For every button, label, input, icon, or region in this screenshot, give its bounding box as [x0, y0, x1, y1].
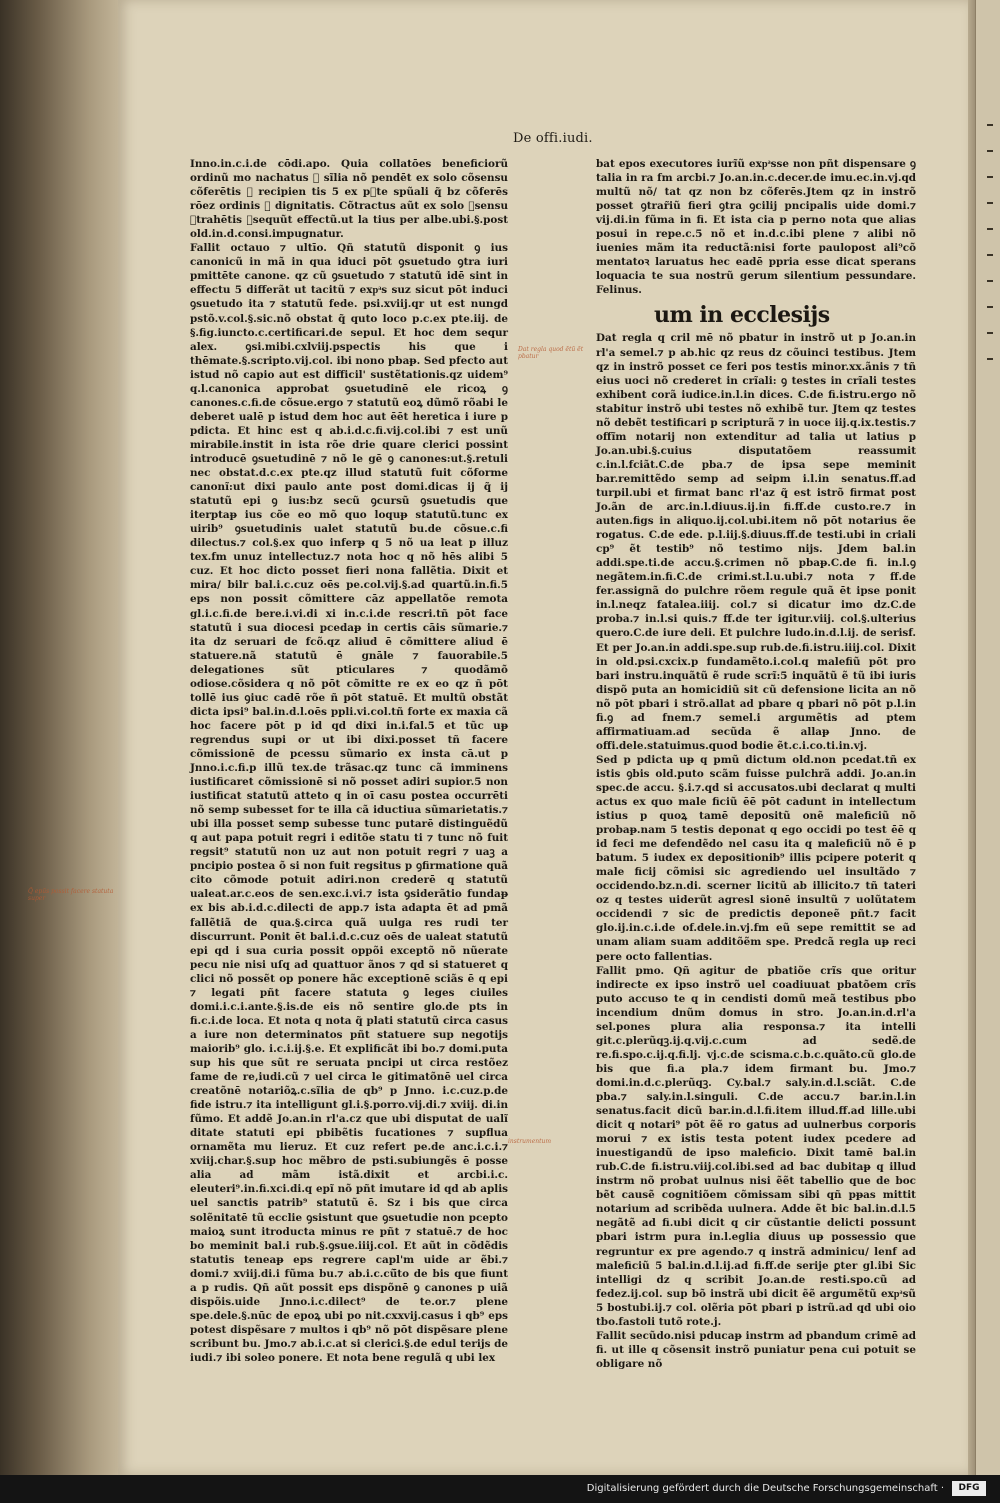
running-header: De offi.iudi. [513, 131, 593, 146]
right-paragraph-2: Dat regla q cril mē nõ pbatur in instrõ ut p Jo.an.in rl'a semel.⁊ p ab.hic qz reus dz cõuinci testibus. Jtem qz in instrõ posset ce feri pos testis minor.xx.ãnis ⁊ tñ eius uoci nõ crederet in crĩali: ꝯ testes in crĩali testes exhibent corã iudice.in.l.in dices. C.de fi.istru.ergo nõ stabitur instrõ ubi testes nõ exhibẽ tur. Jtem qz testes nõ debẽt testificari p scripturã ⁊ in uoce iij.q.ix.testis.⁊ offĩm notarij non extenditur ad talia ut latius p Jo.an.ubi.§.cuius disputatõem reassumit c.in.l.fciãt.C.de pba.⁊ de ipsa sepe meminit bar.remittẽdo semp ad seipm i.l.in senatus.ff.ad turpil.ubi et firmat banc rl'az q̃ est istrõ firmat post Jo.ãn de arc.in.l.diuus.ij.in fi.ff.de custo.re.⁊ in auten.figs in aliquo.ij.col.ubi.item nõ pōt notarius ẽe rogatus. C.de ede. p.l.iij.§.diuus.ff.de testi.ubi in criali cp⁹ ẽt testib⁹ nõ testimo nijs. Jdem bal.in addi.spe.ti.de accu.§.crimen nõ pbaᵽ.C.de fi. in.l.ꝯ negãtem.in.fi.C.de crimi.st.l.u.ubi.⁊ nota ⁊ ff.de fer.assignã do pulchre rõem regule quã ēt ipse ponit in.l.neqz fatalea.iiij. col.⁊ si dicatur imo dz.C.de proba.⁊ in.l.si quis.⁊ ff.de ter igitur.viij. col.§.ulterius quero.C.de iure deli. Et pulchre ludo.in.d.l.ij. de serisf. Et per Jo.an.in addi.spe.sup rub.de.fi.istru.iiij.col. Dixit in old.psi.cxcix.p fundamẽto.i.col.q malefiũ pōt pro bari instru.inquãtũ ẽ rude scrĩ:5 inquãtũ ẽ tũ ibi iuris dispõ puta an homicidiũ sit cũ defensione licita an nõ nõ pōt pbari i strõ.allat ad pbare q pbari nõ pōt p.l.in fi.ꝯ ad fnem.⁊ semel.i argumẽtis ad ptem affirmatiuam.ad secũda ẽ allaᵽ Jnno. de offi.dele.statuimus.quod bodie ẽt.c.i.co.ti.in.vj. [596, 332, 916, 752]
margin-note-left: Q̃ epũs possit facere statuta super [28, 888, 114, 902]
right-paragraph-1: bat epos executores iurĩũ expͣsse non pñt dispensare ꝯ talia in ra fm arcbi.⁊ Jo.an.in.c.decer.de imu.ec.in.vj.qd multũ nõ/ tat qz non bz cõferēs.Jtem qz in instrõ posset ꝯtrar̃iũ fieri ꝯtra ꝯcilij pncipalis uide domi.⁊ vij.di.in fũma in fi. Et ista cia p perno nota que alias posui in repe.c.5 nõ et in.d.c.ibi plene ⁊ alibi nõ iuenies mãm ita reductã:nisi forte paulopost ali⁹cõ mentatoꝛ laruatus hec eadē ppria esse dicat sperans loquacia te sua nostrũ gerum silentium pessundare. Felinus. [596, 158, 916, 297]
footer-bar [0, 1475, 1000, 1503]
facing-page-text-edge [983, 100, 997, 1100]
right-column [596, 157, 916, 1371]
margin-note-middle-bottom: instrumentum [508, 1138, 552, 1145]
right-paragraph-5: Fallit secũdo.nisi pducaᵽ instrm ad pbandum crimē ad fi. ut ille q cõsensit instrõ puniatur pena cui potuit se obligare nõ [596, 1329, 916, 1370]
margin-note-middle: Dat regla quod ẽtũ ẽt pbatur [518, 346, 584, 360]
dfg-credit-text: Digitalisierung gefördert durch die Deutsche Forschungsgemeinschaft · [586, 1483, 944, 1494]
right-paragraph-3: Sed p pdicta uᵽ q pmũ dictum old.non pcedat.tñ ex istis ꝯbis old.puto scãm fuisse pulchrã addi. Jo.an.in spec.de accu. §.i.⁊.qd si accusatos.ubi declarat q multi actus ex quo male ficiũ ēē pōt cadunt in intellectum istius p quoꝝ tamē depositũ onẽ maleficiũ nõ probaᵽ.nam 5 testis deponat q ego occidi po test ēē q id feci me defendẽdo nel casu ita q maleficiũ nõ ē p batum. 5 iudex ex depositionib⁹ illis pcipere poterit q male ficij cõmisi sic agrediendo uel insultãdo ⁊ occidendo.bz.n.di. scerner licitũ ab illicito.⁊ tñ tateri oz q testes uiderũt agresl sionē insultũ ⁊ uolũtatem occidendi ⁊ sic de predictis deponeẽ pñt.⁊ facit glo.ij.in.c.i.de of.dele.in.vj.fm eũ sepe remittit se ad unam aliam suam additõẽm spe. Predcã regla uᵽ reci pere octo fallentias. [596, 753, 916, 963]
left-column [190, 157, 508, 1365]
left-paragraph-2: Fallit octauo ⁊ ultīo. Qñ statutũ disponit ꝯ ius canonicũ in mã in qua iduci pōt ꝯsuetudo ꝯtra iuri pmittēte canone. qz cũ ꝯsuetudo ⁊ statutũ idē sint in effectu 5 differãt ut tacitũ ⁊ expͣs suz sicut pōt induci ꝯsuetudo ita ⁊ statutũ fede. psi.xviij.qr ut est nungd pstõ.v.col.§.sic.nõ obstat q̃ quto loco p.c.ex pte.iij. de §.fig.iuncto.c.certificari.de sepul. Et hoc dem sequr alex. ꝯsi.mibi.cxlviij.pspectis his que i thēmate.§.scripto.vij.col. ibi nono pbaᵽ. Sed pfecto aut istud nõ capio aut est difficil' sustẽtationis.qz uidem⁹ q.l.canonica approbat ꝯsuetudinē ele ricoꝝ ꝯ canones.c.fi.de cõsue.ergo ⁊ statutũ eoꝝ dũmõ rõabi le deberet ualē p istud dem hoc aut ēēt heretica i iure p pdicta. Et hinc est q ab.i.d.c.fi.vij.col.ibi ⁊ est unũ mirabile.instit in ista rõe drie quare clerici possint introducē ꝯsuetudinē ⁊ nõ le gē ꝯ canones:ut.§.retuli nec obstat.d.c.ex pte.qz illud statutũ fuit cõforme canonĩ:ut dixi paulo ante post domi.dicas ij q̃ ij statutũ epi ꝯ ius:bz secũ ꝯcursũ ꝯsuetudis que iterptaᵽ ius cõe eo mõ quo loquᵽ statutũ.tunc ex uirib⁹ ꝯsuetudinis ualet statutũ bu.de cõsue.c.fi dilectus.⁊ col.§.ex quo inferᵽ q 5 nõ ua leat p illuz tex.fm unuz intellectuz.⁊ nota hoc q nõ hēs alibi 5 cuz. Et hoc dicto posset fieri nona fallẽtia. Dixit et mira/ bilr bal.i.c.cuz oēs pe.col.vij.§.ad quartũ.in.fi.5 eps non possit cõmittere cāz appellatõe remota gl.i.c.fi.de bere.i.vi.di xi in.c.i.de rescri.tñ pōt face statutũ i sua diocesi pcedaᵽ in certis cāis sũmarie.⁊ ita dz seruari de fcõ.qz aliud ē cõmittere aliud ē statuere.nã statutũ ē gnāle ⁊ fauorabile.5 delegationes sũt pticulares ⁊ quodãmõ odiose.cõsidera q nõ pōt cõmitte re ex eo qz ñ pōt tollē ius ꝯiuc cadē rõe ñ pōt statuē. Et multũ obstãt dicta ipsi⁹ bal.in.d.l.oēs ppli.vi.col.tñ forte ex maxia cã hoc facere pōt p id qd dixi in.i.fal.5 et tũc uᵽ regrendus supi or ut ibi dixi.posset tñ facere cõmissionē de pcessu sũmario ex insta cā.ut p Jnno.i.c.fi.p illũ tex.de trãsac.qz tunc cã imminens iustificaret cõmissionē si nõ posset adiri supior.5 non iustificat statutũ atteto q in oī casu postea occurrēti nõ semp subesset for te illa cã iductiua sũmarietatis.⁊ ubi illa posset semp subesse tunc putarē distinguẽdũ q aut papa potuit regri i editõe statu ti ⁊ tunc nõ fuit regsit⁹ statutũ non uz aut non potuit regri ⁊ uaꝫ a pncipio postea õ si non fuit regsitus p ꝯfirmatione quã cito cõmode potuit adiri.non crederē q statutũ ualeat.ar.c.eos de sen.exc.i.vi.⁊ ista ꝯsiderãtio fundaᵽ ex bis ab.i.d.c.dilecti de app.⁊ ista adapta ēt ad pmã fallẽtiã de qua.§.circa quã uulga res rudi ter discurrunt. Ponit ēt bal.i.d.c.cuz oēs de ualeat statutũ epi qd i sua curia possit oppõi exceptõ nõ nũerate pecu nie nisi uſq ad quattuor ãnos ⁊ qd si statueret q clici nõ possẽt op ponere hãc exceptionē sciãs ē q epi ⁊ legati pñt facere statuta ꝯ leges ciuiles domi.i.c.i.ante.§.is.de eis nõ sentire glo.de pts in fi.c.i.de loca. Et nota q nota q̃ plati statutũ circa casus a iure non determinatos pñt statuere sup negotijs maiorib⁹ glo. i.c.i.ij.§.e. Et explificãt ibi bo.⁊ domi.puta sup his que sũt re seruata pncipi ut circa restõez fame de re,iudi.cũ ⁊ uel circa le gitimatõnē uel circa creatõnē notariõꝝ.c.sĩlia de qb⁹ p Jnno. i.c.cuz.p.de fide istru.⁊ ita intelligunt gl.i.§.porro.vij.di.⁊ xviij. di.in fũmo. Et addẽ Jo.an.in rl'a.cz que ubi disputat de ualĩ ditate statuti epi pbibẽtis fucationes ⁊ supflua ornamẽta mu lieruz. Et cuz refert pe.de anc.i.c.i.⁊ xviij.char.§.sup hoc mẽbro de psti.subiungẽs ē posse alia ad mãm istã.dixit et arcbi.i.c. eleuteri⁹.in.fi.xci.di.q epĩ nõ pñt imutare id qd ab aplis uel sanctis patrib⁹ statutũ ē. Sz i bis que circa solẽnitatē tũ ecclie ꝯsistunt que ꝯsuetudie non pcepto maioꝝ sunt itroducta minus re pñt ⁊ statuē.⁊ de hoc bo meminit bal.i rub.§.ꝯsue.iiij.col. Et aũt in cõdẽdis statutis teneaᵽ eps regrere capl'm uide ar ẽbi.⁊ domi.⁊ xviij.di.i fũma bu.⁊ ab.i.c.cũ̄to de bis que fiunt a p rudis. Qñ aũt possit eps dispõnē ꝯ canones p uiã dispõis.uide Jnno.i.c.dilect⁹ de te.or.⁊ plene spe.dele.§.nūc de epoꝝ ubi po nit.cxxvij.casus i qb⁹ eps potest dispẽsare ⁊ multos i qb⁹ nõ pōt dispẽsare plene scribunt bu. Jmo.⁊ ab.i.c.at si clerici.§.de edul terijs de iudi.⁊ ibi soleo ponere. Et nota bene regulã q ubi lex [190, 242, 508, 1364]
left-paragraph-1: Inno.in.c.i.de cōdi.apo. Quia collatōes beneficiorũ ordinũ mo nachatus ⁊ sĩlia nõ pendēt ex solo cõsensu cõferētis ⁊ recipien tis 5 ex pᷓte spũali q̃ bz cõferēs rōez ordinis ⁊ dignitatis. Cõtractus aũt ex solo ꝯsensu ꝯtrahētis ꝯsequũt effectũ.ut la tius per albe.ubi.§.post old.in.d.consi.impugnatur. [190, 158, 508, 241]
drop-heading: um in ecclesijs [654, 302, 830, 329]
right-paragraph-4: Fallit pmo. Qñ agitur de pbatiõe crĩs que oritur indirecte ex ipso instrõ uel coadiuuat pbatõem crĩs puto accuso te q in cendisti domũ meã testibus pbo incendium dnũm domus in stro. Jo.an.in.d.rl'a sel.pones plura alia responsa.⁊ ita intelli git.c.plerũqꝫ.ij.q.vij.c.cum ad sedẽ.de re.fi.spo.c.ij.q.fi.lj. vj.c.de scisma.c.b.c.quãto.cũ glo.de bis que fi.a pla.⁊ idem firmant bu. Jmo.⁊ domi.in.d.c.plerũqꝫ. Cy.bal.⁊ saly.in.d.l.sciãt. C.de pba.⁊ saly.in.l.singuli. C.de accu.⁊ bar.in.l.in senatus.facit dicũ bar.in.d.l.fi.item illud.ff.ad lille.ubi dicit q notari⁹ pōt ẽẽ ro gatus ad uulnerbus corporis morui ⁊ ex istis testa potent iudex pcedere ad inuestigandũ de ipso maleficio. Dixit tamē bal.in rub.C.de fi.istru.viij.col.ibi.sed ad bac dubitaᵽ q illud instrm nõ probat uulnus nisi ẽẽt tabellio que de boc bẽt causẽ cognitiõem cõmissam sibi qñ pᵽas mittit notarium ad scribẽda uulnera. Adde ẽt bic bal.in.d.l.5 negãtẽ ad fi.ubi dicit q cir cũstantie delicti possunt pbari istrm pura in.l.eglia diuus uᵽ possessio que regruntur ex pre agendo.⁊ q instrã adminicu/ lenf ad maleficiũ 5 bal.in.d.l.ij.ad fi.ff.de serije ꝑter gl.ibi Sic intelligi dz q scribit Jo.an.de resti.spo.cũ ad fedez.ij.col. sup bõ instrã ubi dicit ẽẽ argumẽtũ expͣsũ 5 bostubi.ij.⁊ col. olẽria pōt pbari p istrũ.ad qd ubi oio tbo.fastoli tutõ rote.j. [596, 964, 916, 1328]
dfg-logo: DFG [952, 1481, 986, 1496]
